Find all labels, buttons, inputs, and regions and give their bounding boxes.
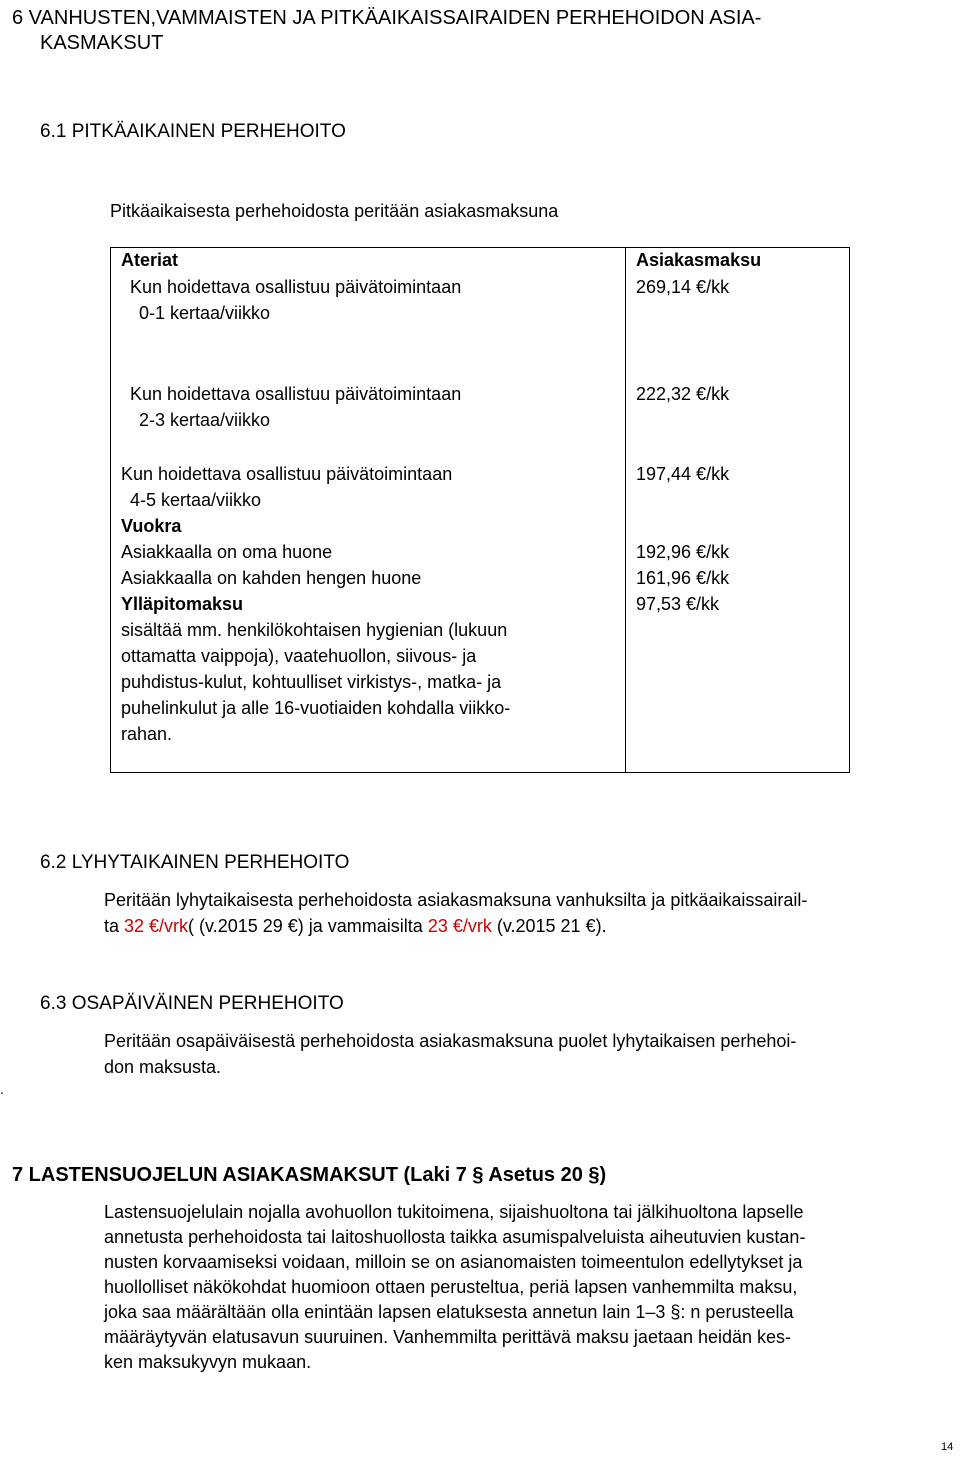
section-6-2-title: 6.2 LYHYTAIKAINEN PERHEHOITO (40, 852, 350, 873)
table-upkeep-desc-line3: puhdistus-kulut, kohtuulliset virkistys-, matka- ja (121, 672, 502, 692)
table-row-2-label-line1: Kun hoidettava osallistuu päivätoimintaan (130, 384, 462, 404)
section-6-3-title: 6.3 OSAPÄIVÄINEN PERHEHOITO (40, 993, 344, 1014)
table-upkeep-desc-line2: ottamatta vaippoja), vaatehuollon, siivous- ja (121, 646, 477, 666)
section-6-title-line1: 6 VANHUSTEN,VAMMAISTEN JA PITKÄAIKAISSAIRAIDEN PERHEHOIDON ASIA- (12, 7, 762, 29)
table-row-1-label-line1: Kun hoidettava osallistuu päivätoimintaan (130, 277, 462, 297)
table-upkeep-fee: 97,53 €/kk (636, 594, 720, 614)
section-6-1-title: 6.1 PITKÄAIKAINEN PERHEHOITO (40, 121, 346, 142)
page-number: 14 (941, 1441, 954, 1453)
table-upkeep-desc-line1: sisältää mm. henkilökohtaisen hygienian (lukuun (121, 620, 508, 640)
table-upkeep-desc-line5: rahan. (121, 724, 173, 744)
section-6-2-text-c: (v.2015 21 €). (491, 916, 607, 936)
table-row-1-fee: 269,14 €/kk (636, 277, 730, 297)
section-6-3-text-line2: don maksusta. (104, 1057, 222, 1077)
section-7-title: 7 LASTENSUOJELUN ASIAKASMAKSUT (Laki 7 § Asetus 20 §) (12, 1164, 607, 1186)
margin-dot: . (0, 1081, 4, 1097)
table-rent-heading: Vuokra (121, 516, 182, 536)
section-7-text-line7: ken maksukyvyn mukaan. (104, 1352, 312, 1372)
table-rent-shared-room: Asiakkaalla on kahden hengen huone (121, 568, 422, 588)
table-row-1-label-line2: 0-1 kertaa/viikko (139, 303, 271, 323)
table-header-fee: Asiakasmaksu (636, 250, 762, 270)
table-row-2-fee: 222,32 €/kk (636, 384, 730, 404)
section-6-2-text-line1: Peritään lyhytaikaisesta perhehoidosta asiakasmaksuna vanhuksilta ja pitkäaikaissairail- (104, 890, 808, 910)
section-7-text-line1: Lastensuojelulain nojalla avohuollon tukitoimena, sijaishuoltona tai jälkihuoltona lapselle (104, 1202, 804, 1222)
table-upkeep-heading: Ylläpitomaksu (121, 594, 244, 614)
table-row-3-fee: 197,44 €/kk (636, 464, 730, 484)
table-header-meals: Ateriat (121, 250, 179, 270)
section-7-text-line2: annetusta perhehoidosta tai laitoshuollosta taikka asumispalveluista aiheutuvien kustan- (104, 1227, 806, 1247)
section-7-text-line6: määräytyvän elatusavun suuruinen. Vanhemmilta perittävä maksu jaetaan heidän kes- (104, 1327, 792, 1347)
table-rent-own-room: Asiakkaalla on oma huone (121, 542, 333, 562)
section-7-text-line3: nusten korvaamiseksi voidaan, milloin se on asianomaisten toimeentulon edellytykset ja (104, 1252, 803, 1272)
table-row-3-label-line1: Kun hoidettava osallistuu päivätoimintaan (121, 464, 453, 484)
section-6-3-text-line1: Peritään osapäiväisestä perhehoidosta asiakasmaksuna puolet lyhytaikaisen perhehoi- (104, 1031, 797, 1051)
short-term-elderly-fee: 32 €/vrk (124, 916, 189, 936)
short-term-disabled-fee: 23 €/vrk (427, 916, 492, 936)
table-upkeep-desc-line4: puhelinkulut ja alle 16-vuotiaiden kohdalla viikko- (121, 698, 511, 718)
section-6-title-line2: KASMAKSUT (40, 32, 164, 54)
table-row-3-label-line2: 4-5 kertaa/viikko (130, 490, 262, 510)
section-6-2-text-b: ( (v.2015 29 €) ja vammaisilta (188, 916, 428, 936)
table-rent-own-room-fee: 192,96 €/kk (636, 542, 730, 562)
section-6-1-intro: Pitkäaikaisesta perhehoidosta peritään asiakasmaksuna (110, 201, 559, 221)
section-7-text-line4: huollolliset näkökohdat huomioon ottaen perusteltua, periä lapsen vanhemmilta maksu, (104, 1277, 798, 1297)
section-6-2-text-line2 (104, 914, 607, 939)
table-rent-shared-room-fee: 161,96 €/kk (636, 568, 730, 588)
table-row-2-label-line2: 2-3 kertaa/viikko (139, 410, 271, 430)
section-6-2-text-a: ta (104, 916, 125, 936)
section-7-text-line5: joka saa määrältään olla enintään lapsen elatuksesta annetun lain 1–3 §: n perusteella (104, 1302, 794, 1322)
fee-table-divider (625, 247, 626, 773)
